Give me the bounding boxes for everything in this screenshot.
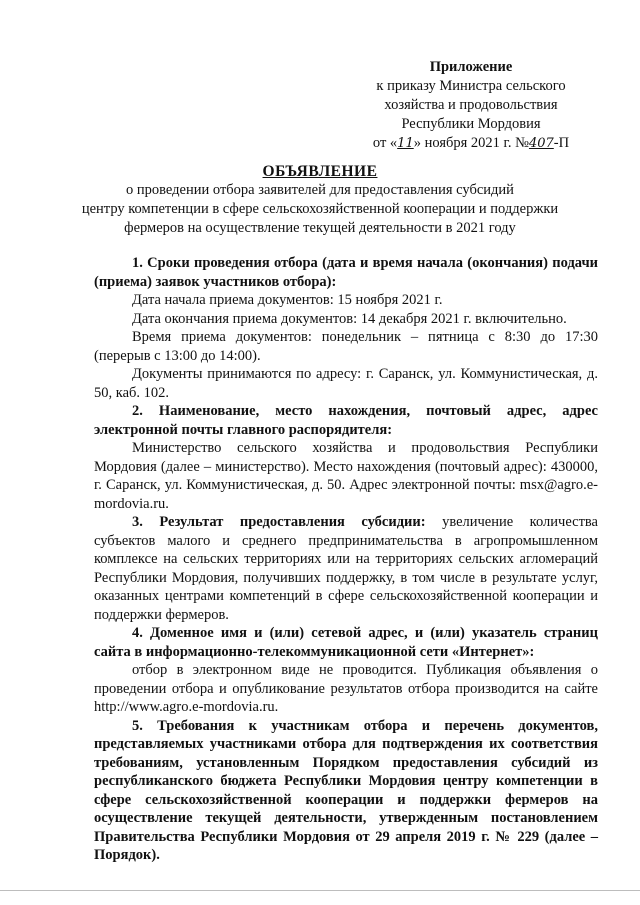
- date-suffix: -П: [553, 135, 570, 151]
- date-prefix: от «: [372, 135, 398, 151]
- section-4-title: 4. Доменное имя и (или) сетевой адрес, и (или) указатель страниц сайта в информационно-телекоммуникационной сети «Интернет»:: [94, 625, 598, 660]
- announcement-title: ОБЪЯВЛЕНИЕ: [262, 163, 378, 180]
- page-bottom-rule: [0, 890, 640, 891]
- appendix-line-1: к приказу Министра сельского: [376, 78, 566, 94]
- section-1-end-date: Дата окончания приема документов: 14 декабря 2021 г. включительно.: [132, 310, 567, 327]
- section-1-address: Документы принимаются по адресу: г. Саранск, ул. Коммунистическая, д. 50, каб. 102.: [94, 366, 598, 401]
- heading-line-2: центру компетенции в сфере сельскохозяйственной кооперации и поддержки: [81, 201, 559, 217]
- section-4-text: отбор в электронном виде не проводится. Публикация объявления о проведении отбора и опубликование результатов отбора производится на сайте http://www.agro.e-mordovia.ru.: [94, 662, 598, 715]
- section-3-title: 3. Результат предоставления субсидии:: [132, 514, 426, 530]
- appendix-line-3: Республики Мордовия: [401, 116, 541, 132]
- appendix-line-2: хозяйства и продовольствия: [384, 97, 558, 113]
- section-5-title: 5. Требования к участникам отбора и перечень документов, представляемых участниками отбора для подтверждения их соответствия требованиям, установленным Порядком предоставления субсидий из республиканского бюджета Республики Мордовия центру компетенции в сфере сельскохозяйственной кооперации и поддержки фермеров на осуществление текущей деятельности, утвержденным постановлением Правительства Республики Мордовия от 29 апреля 2019 г. № 229 (далее – Порядок).: [94, 717, 598, 863]
- section-1-title: 1. Сроки проведения отбора (дата и время начала (окончания) подачи (приема) заявок участников отбора):: [94, 255, 598, 290]
- announcement-heading: [80, 162, 560, 238]
- appendix-title: Приложение: [429, 59, 513, 75]
- handwritten-order-number: 407: [528, 136, 554, 151]
- heading-line-1: о проведении отбора заявителей для предоставления субсидий: [126, 182, 514, 198]
- date-middle: » ноября 2021 г. №: [413, 135, 529, 151]
- section-2-text: Министерство сельского хозяйства и продовольствия Республики Мордовия (далее – министерство). Место нахождения (почтовый адрес): 430000, г. Саранск, ул. Коммунистическая, д. 50. Адрес электронной почты: msx@agro.e-mordovia.ru.: [94, 440, 598, 512]
- section-2-title: 2. Наименование, место нахождения, почтовый адрес, адрес электронной почты главного распорядителя:: [94, 403, 598, 438]
- appendix-block: [355, 58, 587, 153]
- appendix-date-line: [355, 134, 587, 153]
- section-1-start-date: Дата начала приема документов: 15 ноября 2021 г.: [132, 292, 443, 308]
- handwritten-day: 11: [397, 136, 414, 151]
- section-3-text: увеличение количества субъектов малого и среднего предпринимательства в агропромышленном комплексе на сельских территориях или на территориях сельских агломераций Республики Мордовия, получивших поддержку, в том числе в результате услуг, оказанных центрами компетенций в сфере сельскохозяйственной кооперации и поддержки фермеров.: [94, 514, 598, 623]
- section-3-paragraph: [94, 513, 598, 624]
- announcement-body: [94, 254, 598, 865]
- heading-line-3: фермеров на осуществление текущей деятельности в 2021 году: [124, 220, 516, 236]
- section-1-hours: Время приема документов: понедельник – пятница с 8:30 до 17:30 (перерыв с 13:00 до 14:00).: [94, 329, 598, 364]
